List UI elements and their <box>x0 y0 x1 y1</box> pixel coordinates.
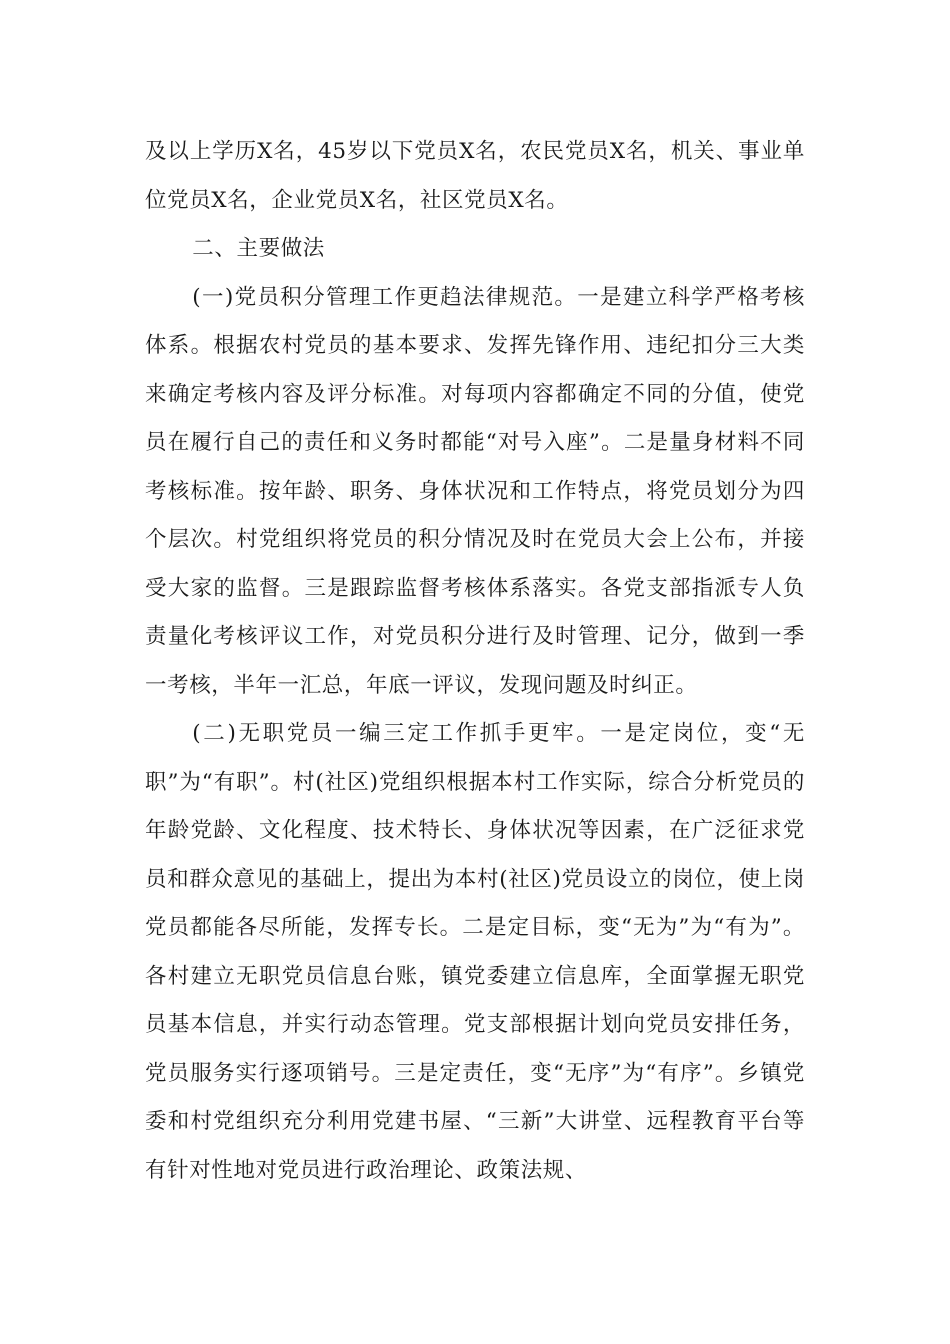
paragraph-unassigned-members: (二)无职党员一编三定工作抓手更牢。一是定岗位，变“无职”为“有职”。村(社区)党组织根据本村工作实际，综合分析党员的年龄党龄、文化程度、技术特长、身体状况等因素，在广泛征求党员和群众意见的基础上，提出为本村(社区)党员设立的岗位，使上岗党员都能各尽所能，发挥专长。二是定目标，变“无为”为“有为”。各村建立无职党员信息台账，镇党委建立信息库，全面掌握无职党员基本信息，并实行动态管理。党支部根据计划向党员安排任务，党员服务实行逐项销号。三是定责任，变“无序”为“有序”。乡镇党委和村党组织充分利用党建书屋、“三新”大讲堂、远程教育平台等有针对性地对党员进行政治理论、政策法规、 <box>145 721 805 1183</box>
paragraph-points-management: (一)党员积分管理工作更趋法律规范。一是建立科学严格考核体系。根据农村党员的基本要求、发挥先锋作用、违纪扣分三大类来确定考核内容及评分标准。对每项内容都确定不同的分值，使党员在履行自己的责任和义务时都能“对号入座”。二是量身材料不同考核标准。按年龄、职务、身体状况和工作特点，将党员划分为四个层次。村党组织将党员的积分情况及时在党员大会上公布，并接受大家的监督。三是跟踪监督考核体系落实。各党支部指派专人负责量化考核评议工作，对党员积分进行及时管理、记分，做到一季一考核，半年一汇总，年底一评议，发现问题及时纠正。 <box>145 284 805 698</box>
section-heading: 二、主要做法 <box>192 236 325 261</box>
paragraph-continuation: 及以上学历X名，45岁以下党员X名，农民党员X名，机关、事业单位党员X名，企业党员X名，社区党员X名。 <box>145 139 805 213</box>
document-body <box>145 128 805 1195</box>
